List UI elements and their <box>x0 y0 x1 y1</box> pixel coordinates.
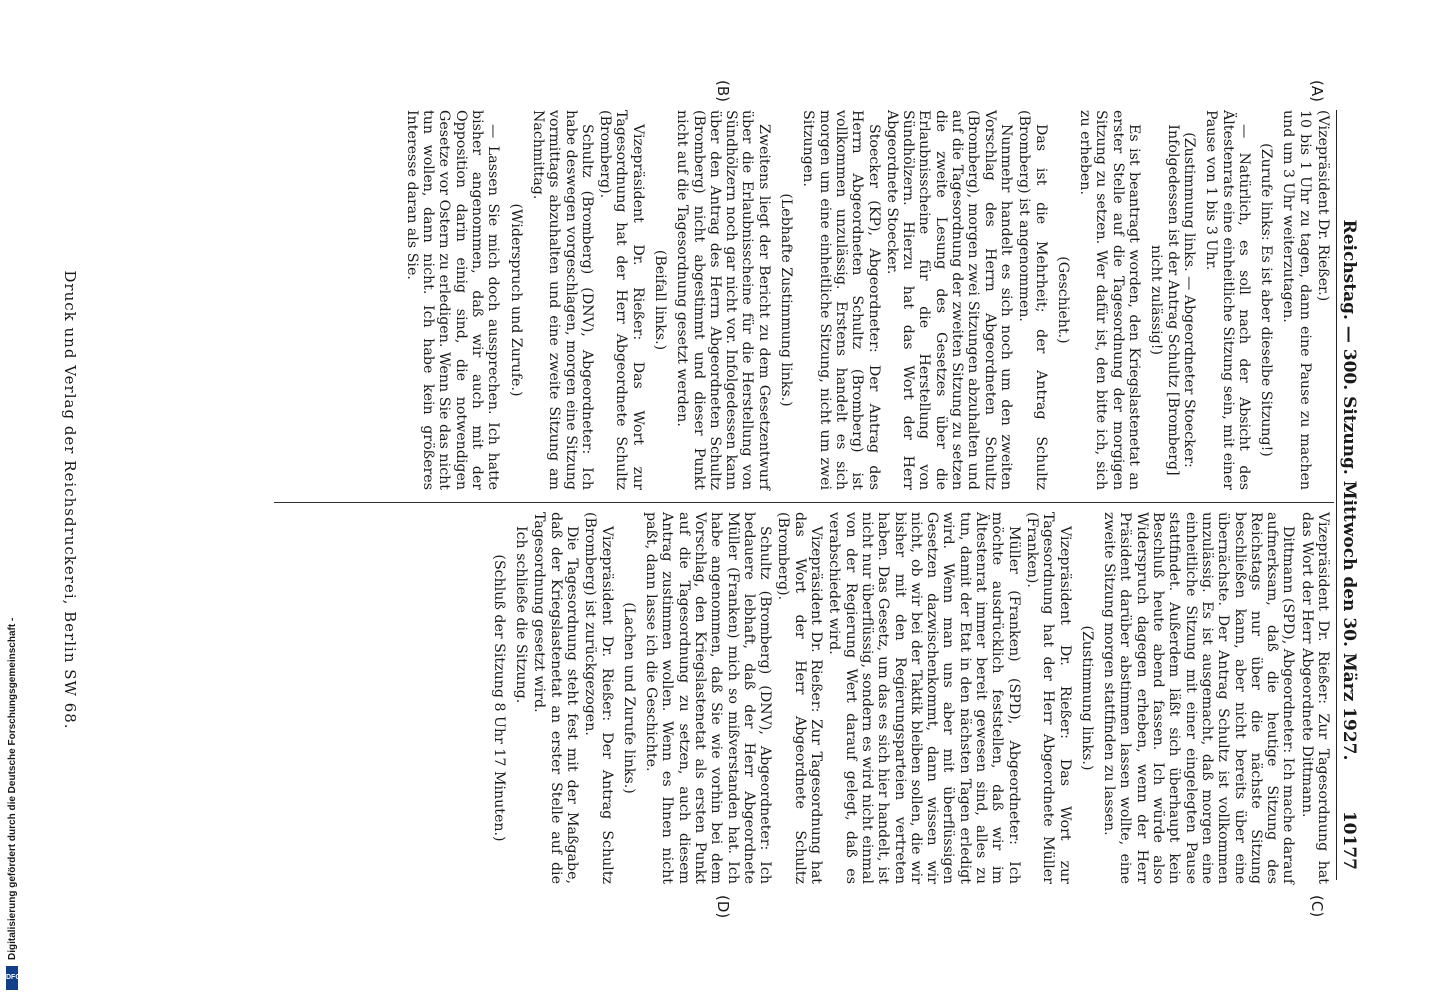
paragraph: (Beifall links.) <box>652 249 669 351</box>
page-number: 10177 <box>1339 810 1359 870</box>
paragraph: Schultz (Bromberg) (DNV), Abgeordneter: Ich habe deswegen vorgeschlagen, morgen eine Sitzung vormittags abzuhalten und eine zweite Sitzung am Nachmittag. <box>529 110 595 490</box>
paragraph: (Zurufe links: Es ist aber dieselbe Sitzung!) <box>1258 143 1275 457</box>
paragraph: Nunmehr handelt es sich noch um den zweiten Vorschlag des Herrn Abgeordneten Schultz (Bromberg), morgen zwei Sitzungen abzuhalten und auf die Tagesordnung der zweiten Sitzung zu setzen die zweite Lesung des Gesetzes über die Erlaubnisscheine für die Herstellung von Sündhölzern. Hierzu hat das Wort der Herr Abgeordnete Stoecker. <box>883 110 1014 490</box>
paragraph: — Natürlich, es soll nach der Absicht des Ältestenrats eine einheitliche Sitzung sein, mit einer Pause von 1 bis 3 Uhr. <box>1203 110 1252 490</box>
paragraph: Vizepräsident Dr. Rießer: Das Wort zur Tagesordnung hat der Herr Abgeordnete Schultz (Bromberg). <box>597 110 646 490</box>
printer-footer: Druck und Verlag der Reichsdruckerei, Berlin SW 68. <box>61 270 79 730</box>
right-column <box>484 512 1331 884</box>
header-rule <box>1336 110 1337 880</box>
left-column <box>402 110 1331 490</box>
paragraph: Dittmann (SPD), Abgeordneter: Ich mache darauf aufmerksam, daß die heutige Sitzung des Reichstags nur über die nächste Sitzung beschließen kann, aber nicht bereits über eine übernächste. Der Antrag Schultz ist vollkommen unzulässig. Es ist ausgemacht, daß morgen eine einheitliche Sitzung mit einer eingelegten Pause stattfindet. Außerdem läßt sich überhaupt kein Beschluß heute abend fassen. Ich würde also Widerspruch dagegen erheben, wenn der Herr Präsident darüber abstimmen lassen wollte, eine zweite Sitzung morgen stattfinden zu lassen. <box>1101 512 1297 884</box>
paragraph: Die Tagesordnung steht fest mit der Maßgabe, daß der Kriegslastenetat an erster Stelle auf die Tagesordnung gesetzt wird. <box>531 512 580 884</box>
paragraph: Das ist die Mehrheit; der Antrag Schultz (Bromberg) ist angenommen. <box>1016 110 1049 490</box>
paragraph: — Lassen Sie mich doch aussprechen. Ich hatte bisher angenommen, daß wir auch mit der Opposition darin einig sind, die notwendigen Gesetze vor Ostern zu erledigen. Wenn Sie das nicht tun wollen, dann nicht. Ich habe kein größeres Interesse daran als Sie. <box>403 110 502 490</box>
paragraph: Müller (Franken) (SPD), Abgeordneter: Ich möchte ausdrücklich feststellen, daß wir im Ältestenrat immer bereit gewesen sind, alles zu tun, damit der Etat in den nächsten Tagen erledigt wird. Wenn man uns aber mit überflüssigen Gesetzen dazwischenkommt, dann wissen wir nicht, ob wir bei der Taktik bleiben sollen, die wir bisher mit den Regierungsparteien vertreten haben. Das Gesetz, um das es sich hier handelt, ist nicht nur überflüssig, sondern es wird nicht einmal von der Regierung Wert darauf gelegt, daß es verabschiedet wird. <box>826 512 1022 884</box>
header-title: Reichstag. — 300. Sitzung. Mittwoch den 30. März 1927. <box>1339 219 1359 761</box>
paragraph: (Geschieht.) <box>1054 256 1071 344</box>
paragraph: 10 bis 1 Uhr zu tagen, dann eine Pause zu machen und um 3 Uhr weiterzutagen. <box>1280 110 1313 490</box>
margin-marker-c: (C) <box>1308 895 1326 918</box>
paragraph: Stoecker (KP), Abgeordneter: Der Antrag des Herrn Abgeordneten Schultz (Bromberg) ist vollkommen unzulässig. Erstens handelt es sich morgen um eine einheitliche Sitzung, nicht um zwei Sitzungen. <box>800 110 882 490</box>
paragraph: (Widerspruch und Zurufe.) <box>507 203 524 397</box>
paragraph: Vizepräsident Dr. Rießer: Zur Tagesordnung hat das Wort der Herr Abgeordnete Dittmann. <box>1298 512 1331 884</box>
paragraph: (Zustimmung links.) <box>1078 625 1095 771</box>
margin-marker-d: (D) <box>714 895 732 919</box>
margin-marker-a: (A) <box>1308 80 1326 102</box>
paragraph: (Schluß der Sitzung 8 Uhr 17 Minuten.) <box>490 554 507 842</box>
page-header <box>1337 110 1359 870</box>
paragraph: Schultz (Bromberg) (DNV), Abgeordneter: Ich bedauere lebhaft, daß der Herr Abgeordnete Müller (Franken) mich so mißverstanden hat. Ich habe angenommen, daß Sie wie vorhin bei dem Vorschlag, den Kriegslastenetat als ersten Punkt auf die Tagesordnung zu setzen, auch diesem Antrag zustimmen wollen. Wenn es Ihnen nicht paßt, dann lasse ich die Geschichte. <box>643 512 774 884</box>
paragraph: (Vizepräsident Dr. Rießer.) <box>1315 110 1331 302</box>
paragraph: (Lachen und Zurufe links.) <box>620 602 637 794</box>
paragraph: (Zustimmung links. — Abgeordneter Stoecker: Infolgedessen ist der Antrag Schultz [Bromberg] nicht zulässig!) <box>1148 124 1197 476</box>
dfg-logo: DFG <box>6 966 18 990</box>
funding-note <box>6 600 21 990</box>
paragraph: Vizepräsident Dr. Rießer: Der Antrag Schultz (Bromberg) ist zurückgezogen. <box>582 512 615 884</box>
paragraph: (Lebhafte Zustimmung links.) <box>778 193 795 407</box>
paragraph: Vizepräsident Dr. Rießer: Zur Tagesordnung hat das Wort der Herr Abgeordnete Schultz (Bromberg). <box>775 512 825 884</box>
paragraph: Ich schließe die Sitzung. <box>513 526 530 704</box>
funding-note-text: Digitalisierung gefördert durch die Deutsche Forschungsgemeinschaft - <box>7 617 18 960</box>
margin-marker-b: (B) <box>714 80 732 102</box>
paragraph: Es ist beantragt worden, den Kriegslastenetat an erster Stelle auf die Tagesordnung der morgigen Sitzung zu setzen. Wer dafür ist, den bitte ich, sich zu erheben. <box>1077 110 1143 490</box>
column-divider <box>274 502 1334 503</box>
paragraph: Vizepräsident Dr. Rießer: Das Wort zur Tagesordnung hat der Herr Abgeordnete Müller (Franken). <box>1023 512 1073 884</box>
paragraph: Zweitens liegt der Bericht zu dem Gesetzentwurf über die Erlaubnisscheine für die Herstellung von Sündhölzern noch gar nicht vor. Infolgedessen kann über den Antrag des Herrn Abgeordneten Schultz (Bromberg) nicht abgestimmt und dieser Punkt nicht auf die Tagesordnung gesetzt werden. <box>674 110 772 490</box>
